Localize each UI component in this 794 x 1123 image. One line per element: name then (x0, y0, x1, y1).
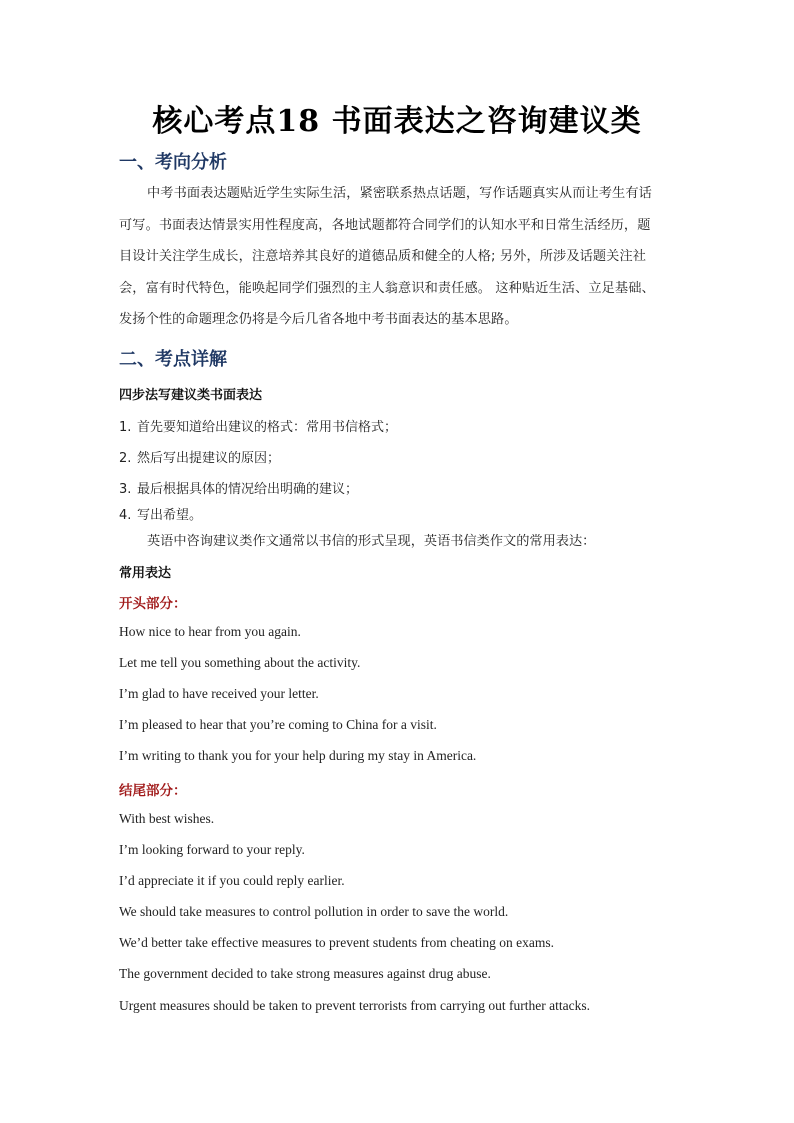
analysis-paragraph (119, 178, 687, 336)
closing-section-label: 结尾部分： (119, 783, 187, 799)
closing-expression: The government decided to take strong measures against drug abuse. (119, 966, 491, 981)
analysis-line: 可写。书面表达情景实用性程度高，各地试题都符合同学们的认知水平和日常生活经历，题 (119, 217, 651, 233)
step-item: 2. 然后写出提建议的原因； (119, 451, 281, 466)
opening-expression: Let me tell you something about the activity. (119, 655, 361, 670)
step-item: 4. 写出希望。 (119, 508, 203, 523)
page-title: 核心考点18 书面表达之咨询建议类 (152, 104, 642, 139)
four-step-subheading: 四步法写建议类书面表达 (119, 388, 263, 403)
common-expressions-label: 常用表达 (119, 566, 172, 581)
analysis-line: 中考书面表达题贴近学生实际生活，紧密联系热点话题，写作话题真实从而让考生有话 (147, 186, 652, 201)
analysis-line: 目设计关注学生成长，注意培养其良好的道德品质和健全的人格; 另外，所涉及话题关注社 (119, 249, 647, 264)
closing-expression: We should take measures to control pollution in order to save the world. (119, 904, 509, 919)
step-item: 1. 首先要知道给出建议的格式：常用书信格式； (119, 420, 398, 435)
opening-expression: I’m glad to have received your letter. (119, 686, 319, 701)
letter-intro-text: 英语中咨询建议类作文通常以书信的形式呈现，英语书信类作文的常用表达： (147, 534, 596, 549)
closing-expression: Urgent measures should be taken to prevent terrorists from carrying out further attacks. (119, 998, 590, 1013)
opening-expression: I’m writing to thank you for your help during my stay in America. (119, 748, 477, 763)
closing-expression: I’m looking forward to your reply. (119, 842, 305, 857)
step-item: 3. 最后根据具体的情况给出明确的建议； (119, 482, 359, 497)
analysis-line: 会，富有时代特色，能唤起同学们强烈的主人翁意识和责任感。 这种贴近生活、立足基础、 (119, 280, 655, 296)
closing-expression: We’d better take effective measures to prevent students from cheating on exams. (119, 935, 554, 950)
opening-section-label: 开头部分： (119, 596, 187, 612)
section-heading-analysis: 一、考向分析 (119, 152, 227, 173)
opening-expression: How nice to hear from you again. (119, 624, 301, 639)
closing-expression: I’d appreciate it if you could reply earlier. (119, 873, 345, 888)
closing-expression: With best wishes. (119, 811, 215, 826)
opening-expression: I’m pleased to hear that you’re coming to China for a visit. (119, 717, 437, 732)
analysis-line: 发扬个性的命题理念仍将是今后几省各地中考书面表达的基本思路。 (119, 312, 518, 327)
section-heading-details: 二、考点详解 (119, 349, 227, 370)
